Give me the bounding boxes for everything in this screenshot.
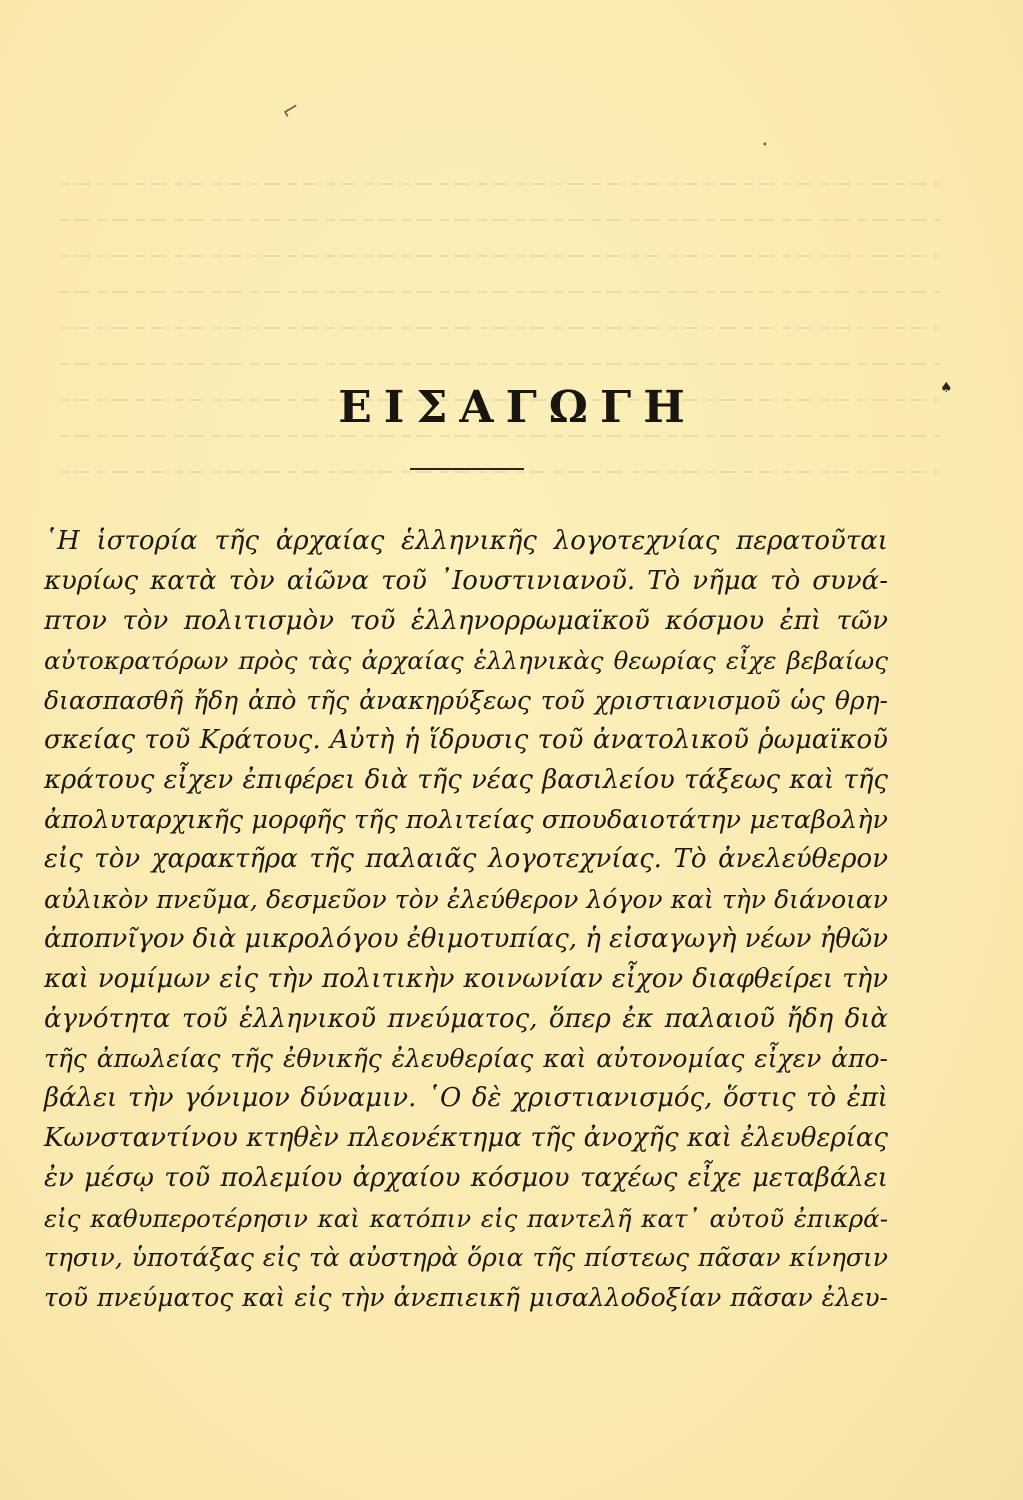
ink-mark: ⌐ (276, 95, 306, 126)
text-line: τοῦ πνεύματος καὶ εἰς τὴν ἀνεπιεικῆ μισαλλοδοξίαν πᾶσαν ἐλευ- (44, 1283, 888, 1313)
text-line: κυρίως κατὰ τὸν αἰῶνα τοῦ ᾽Ιουστινιανοῦ. Τὸ νῆμα τὸ συνά- (44, 565, 888, 596)
bleed-through-shadow (60, 168, 940, 498)
text-line: αὐλικὸν πνεῦμα, δεσμεῦον τὸν ἐλεύθερον λόγον καὶ τὴν διάνοιαν (44, 885, 888, 915)
text-line: κράτους εἶχεν ἐπιφέρει διὰ τῆς νέας βασιλείου τάξεως καὶ τῆς (44, 764, 888, 795)
text-line: βάλει τὴν γόνιμον δύναμιν. ῾Ο δὲ χριστιανισμός, ὅστις τὸ ἐπὶ (44, 1083, 888, 1114)
chapter-title: ΕΙΣΑΓΩΓΗ (338, 382, 697, 433)
text-line: τησιν, ὑποτάξας εἰς τὰ αὐστηρὰ ὅρια τῆς πίστεως πᾶσαν κίνησιν (44, 1243, 888, 1273)
text-line: τῆς ἀπωλείας τῆς ἐθνικῆς ἐλευθερίας καὶ αὐτονομίας εἶχεν ἀπο- (44, 1044, 888, 1074)
text-line: εἰς καθυπεροτέρησιν καὶ κατόπιν εἰς παντελῆ κατ᾽ αὐτοῦ ἐπικρά- (44, 1203, 888, 1233)
speck: • (762, 140, 768, 151)
text-line: εἰς τὸν χαρακτῆρα τῆς παλαιᾶς λογοτεχνίας. Τὸ ἀνελεύθερον (44, 844, 888, 875)
text-line: ἐν μέσῳ τοῦ πολεμίου ἀρχαίου κόσμου ταχέως εἶχε μεταβάλει (44, 1162, 888, 1193)
text-line: ἀποπνῖγον διὰ μικρολόγου ἐθιμοτυπίας, ἡ εἰσαγωγὴ νέων ἠθῶν (44, 923, 888, 954)
text-line: Κωνσταντίνου κτηθὲν πλεονέκτημα τῆς ἀνοχῆς καὶ ἐλευθερίας (44, 1122, 888, 1153)
text-line: ῾Η ἱστορία τῆς ἀρχαίας ἑλληνικῆς λογοτεχνίας περατοῦται (44, 526, 888, 556)
text-line: ἀπολυταρχικῆς μορφῆς τῆς πολιτείας σπουδαιοτάτην μεταβολὴν (44, 804, 888, 835)
text-line: καὶ νομίμων εἰς τὴν πολιτικὴν κοινωνίαν εἶχον διαφθείρει τὴν (44, 963, 888, 994)
title-rule (410, 468, 524, 470)
text-line: πτον τὸν πολιτισμὸν τοῦ ἑλληνορρωμαϊκοῦ κόσμου ἐπὶ τῶν (44, 605, 888, 636)
text-line: αὐτοκρατόρων πρὸς τὰς ἀρχαίας ἑλληνικὰς θεωρίας εἶχε βεβαίως (44, 646, 888, 676)
speck: ♠ (940, 380, 953, 396)
text-line: σκείας τοῦ Κράτους. Αὐτὴ ἡ ἵδρυσις τοῦ ἀνατολικοῦ ῥωμαϊκοῦ (44, 724, 888, 755)
text-line: ἀγνότητα τοῦ ἑλληνικοῦ πνεύματος, ὅπερ ἐκ παλαιοῦ ἤδη διὰ (44, 1003, 888, 1034)
text-line: διασπασθῆ ἤδη ἀπὸ τῆς ἀνακηρύξεως τοῦ χριστιανισμοῦ ὡς θρη- (44, 686, 888, 716)
body-paragraph (44, 522, 888, 1318)
